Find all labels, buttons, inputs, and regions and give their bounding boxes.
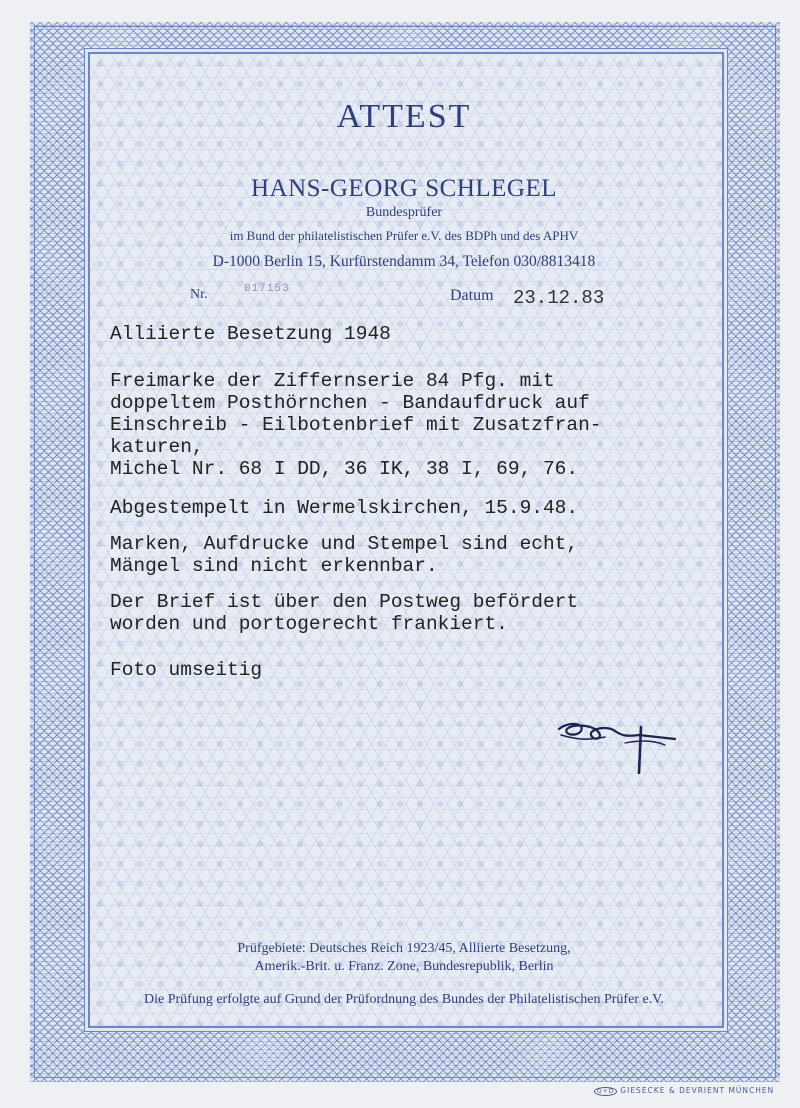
printer-name: GIESECKE & DEVRIENT MÜNCHEN [620, 1086, 775, 1095]
address-line: D-1000 Berlin 15, Kurfürstendamm 34, Telefon 030/8813418 [212, 253, 596, 270]
examiner-role: Bundesprüfer [365, 205, 443, 220]
examiner-name: HANS-GEORG SCHLEGEL [250, 175, 558, 202]
datum-label: Datum [450, 287, 494, 304]
issue-heading: Alliierte Besetzung 1948 [110, 323, 391, 345]
authenticity-text: Marken, Aufdrucke und Stempel sind echt, Mängel sind nicht erkennbar. [110, 533, 579, 577]
photo-note: Foto umseitig [110, 659, 263, 681]
examiner-signature [555, 715, 690, 780]
nr-label: Nr. [190, 287, 208, 302]
footer-areas-line1: Prüfgebiete: Deutsches Reich 1923/45, Alliierte Besetzung, [237, 941, 571, 956]
postal-route-text: Der Brief ist über den Postweg befördert worden und portogerecht frankiert. [110, 591, 579, 635]
footer-regulation: Die Prüfung erfolgte auf Grund der Prüfordnung des Bundes der Philatelistischen Prüfer e.V. [144, 992, 664, 1007]
datum-value: 23.12.83 [513, 287, 605, 309]
stamp-description: Freimarke der Ziffernserie 84 Pfg. mit doppeltem Posthörnchen - Bandaufdruck auf Einschreib - Eilbotenbrief mit Zusatzfran- katuren, Michel Nr. 68 I DD, 36 IK, 38 I, 69, 76. [110, 370, 602, 480]
cancellation-text: Abgestempelt in Wermelskirchen, 15.9.48. [110, 497, 579, 519]
footer-areas-line2: Amerik.-Brit. u. Franz. Zone, Bundesrepublik, Berlin [254, 959, 554, 974]
printer-logo: G+D [594, 1087, 617, 1096]
nr-value: 017153 [244, 283, 290, 295]
association-line: im Bund der philatelistischen Prüfer e.V. des BDPh und des APHV [229, 228, 579, 243]
printer-imprint [594, 1086, 774, 1096]
certificate-title: ATTEST [336, 98, 472, 135]
